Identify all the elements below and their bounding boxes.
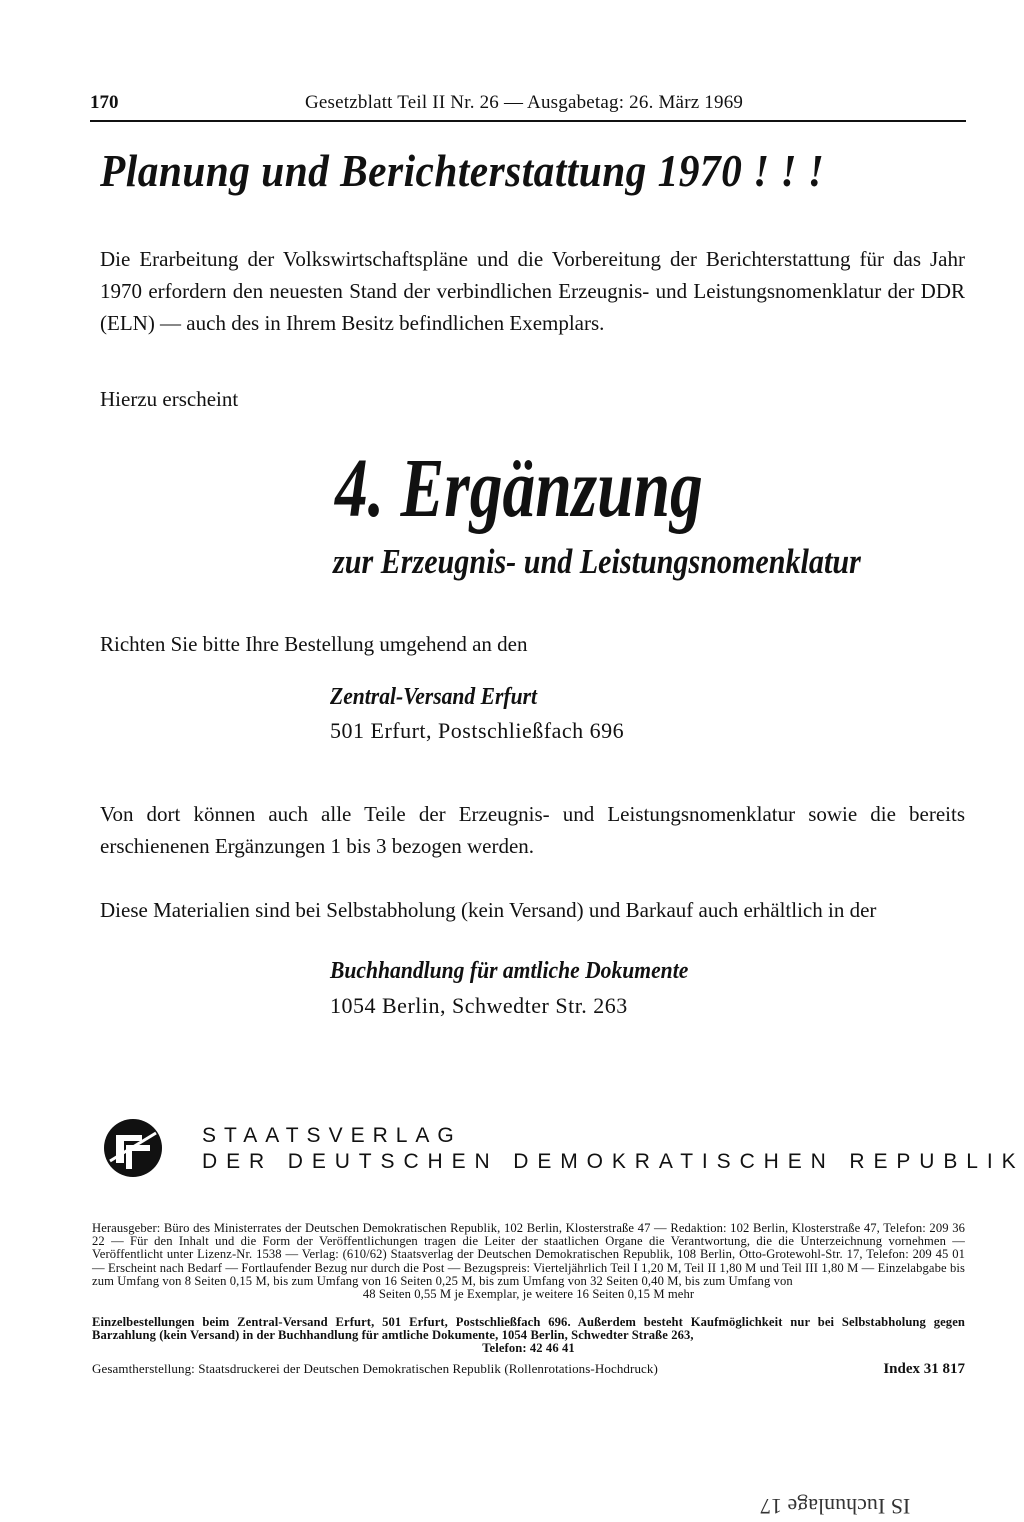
supplement-subtitle: zur Erzeugnis- und Leistungsnomenklatur	[333, 542, 861, 581]
address-2-name: Buchhandlung für amtliche Dokumente	[330, 958, 689, 984]
pickup-paragraph: Diese Materialien sind bei Selbstabholung (kein Versand) und Barkauf auch erhältlich in der	[100, 898, 877, 922]
address-2-line: 1054 Berlin, Schwedter Str. 263	[330, 993, 628, 1018]
address-1-line: 501 Erfurt, Postschließfach 696	[330, 718, 625, 743]
production-line	[92, 1361, 965, 1379]
staatsverlag-logo-icon	[102, 1117, 164, 1179]
availability-paragraph: Von dort können auch alle Teile der Erzeugnis- und Leistungsnomenklatur sowie die bereits erschienenen Ergänzungen 1 bis 3 bezogen werden.	[100, 802, 965, 858]
imprint-paragraph-2	[92, 1316, 965, 1356]
notice-title: Planung und Berichterstattung 1970 ! ! !	[100, 145, 825, 196]
address-1-name: Zentral-Versand Erfurt	[330, 684, 538, 710]
publisher-line-1: STAATSVERLAG	[202, 1124, 462, 1147]
imprint-text-2: Einzelbestellungen beim Zentral-Versand Erfurt, 501 Erfurt, Postschließfach 696. Außerdem besteht Kaufmöglichkeit nur bei Selbstabholung gegen Barzahlung (kein Versand) in der Buchhandlung für amtliche Dokumente, 1054 Berlin, Schwedter Straße 263,	[92, 1315, 965, 1343]
page-header	[90, 92, 966, 122]
order-paragraph: Richten Sie bitte Ihre Bestellung umgehend an den	[100, 632, 528, 656]
intro-paragraph: Die Erarbeitung der Volkswirtschaftspläne und die Vorbereitung der Berichterstattung für das Jahr 1970 erfordern den neuesten Stand der verbindlichen Erzeugnis- und Leistungsnomenklatur der DDR (ELN) — auch des in Ihrem Besitz befindlichen Exemplars.	[100, 247, 965, 335]
bottom-stamp: IS Iuchunlage 17	[760, 1494, 911, 1519]
publisher-line-2: DER DEUTSCHEN DEMOKRATISCHEN REPUBLIK	[202, 1150, 1024, 1173]
imprint-text-1: Herausgeber: Büro des Ministerrates der Deutschen Demokratischen Republik, 102 Berlin, Klosterstraße 47 — Redaktion: 102 Berlin, Klosterstraße 47, Telefon: 209 36 22 — Für den Inhalt und die Form der Veröffentlichungen tragen die Leiter der staatlichen Organe die Verantwortung, die die Unterzeichnung vornehmen — Veröffentlicht unter Lizenz-Nr. 1538 — Verlag: (610/62) Staatsverlag der Deutschen Demokratischen Republik, 108 Berlin, Otto-Grotewohl-Str. 17, Telefon: 209 45 01 — Erscheint nach Bedarf — Fortlaufender Bezug nur durch die Post — Bezugspreis: Vierteljährlich Teil I 1,20 M, Teil II 1,80 M und Teil III 1,80 M — Einzelabgabe bis zum Umfang von 8 Seiten 0,15 M, bis zum Umfang von 16 Seiten 0,25 M, bis zum Umfang von 32 Seiten 0,40 M, bis zum Umfang von	[92, 1221, 965, 1288]
imprint-text-2-end: Telefon: 42 46 41	[482, 1341, 575, 1356]
header-rule	[90, 120, 966, 122]
imprint-text-1-end: 48 Seiten 0,55 M je Exemplar, je weitere 16 Seiten 0,15 M mehr	[362, 1287, 695, 1302]
index-number: Index 31 817	[883, 1361, 965, 1377]
announce-line: Hierzu erscheint	[100, 387, 239, 411]
page-number: 170	[90, 92, 119, 113]
imprint-paragraph-1	[92, 1222, 965, 1301]
supplement-title: 4. Ergänzung	[335, 442, 703, 535]
production-credit: Gesamtherstellung: Staatsdruckerei der Deutschen Demokratischen Republik (Rollenrotations-Hochdruck)	[92, 1361, 658, 1376]
running-head: Gesetzblatt Teil II Nr. 26 — Ausgabetag: 26. März 1969	[305, 92, 744, 113]
